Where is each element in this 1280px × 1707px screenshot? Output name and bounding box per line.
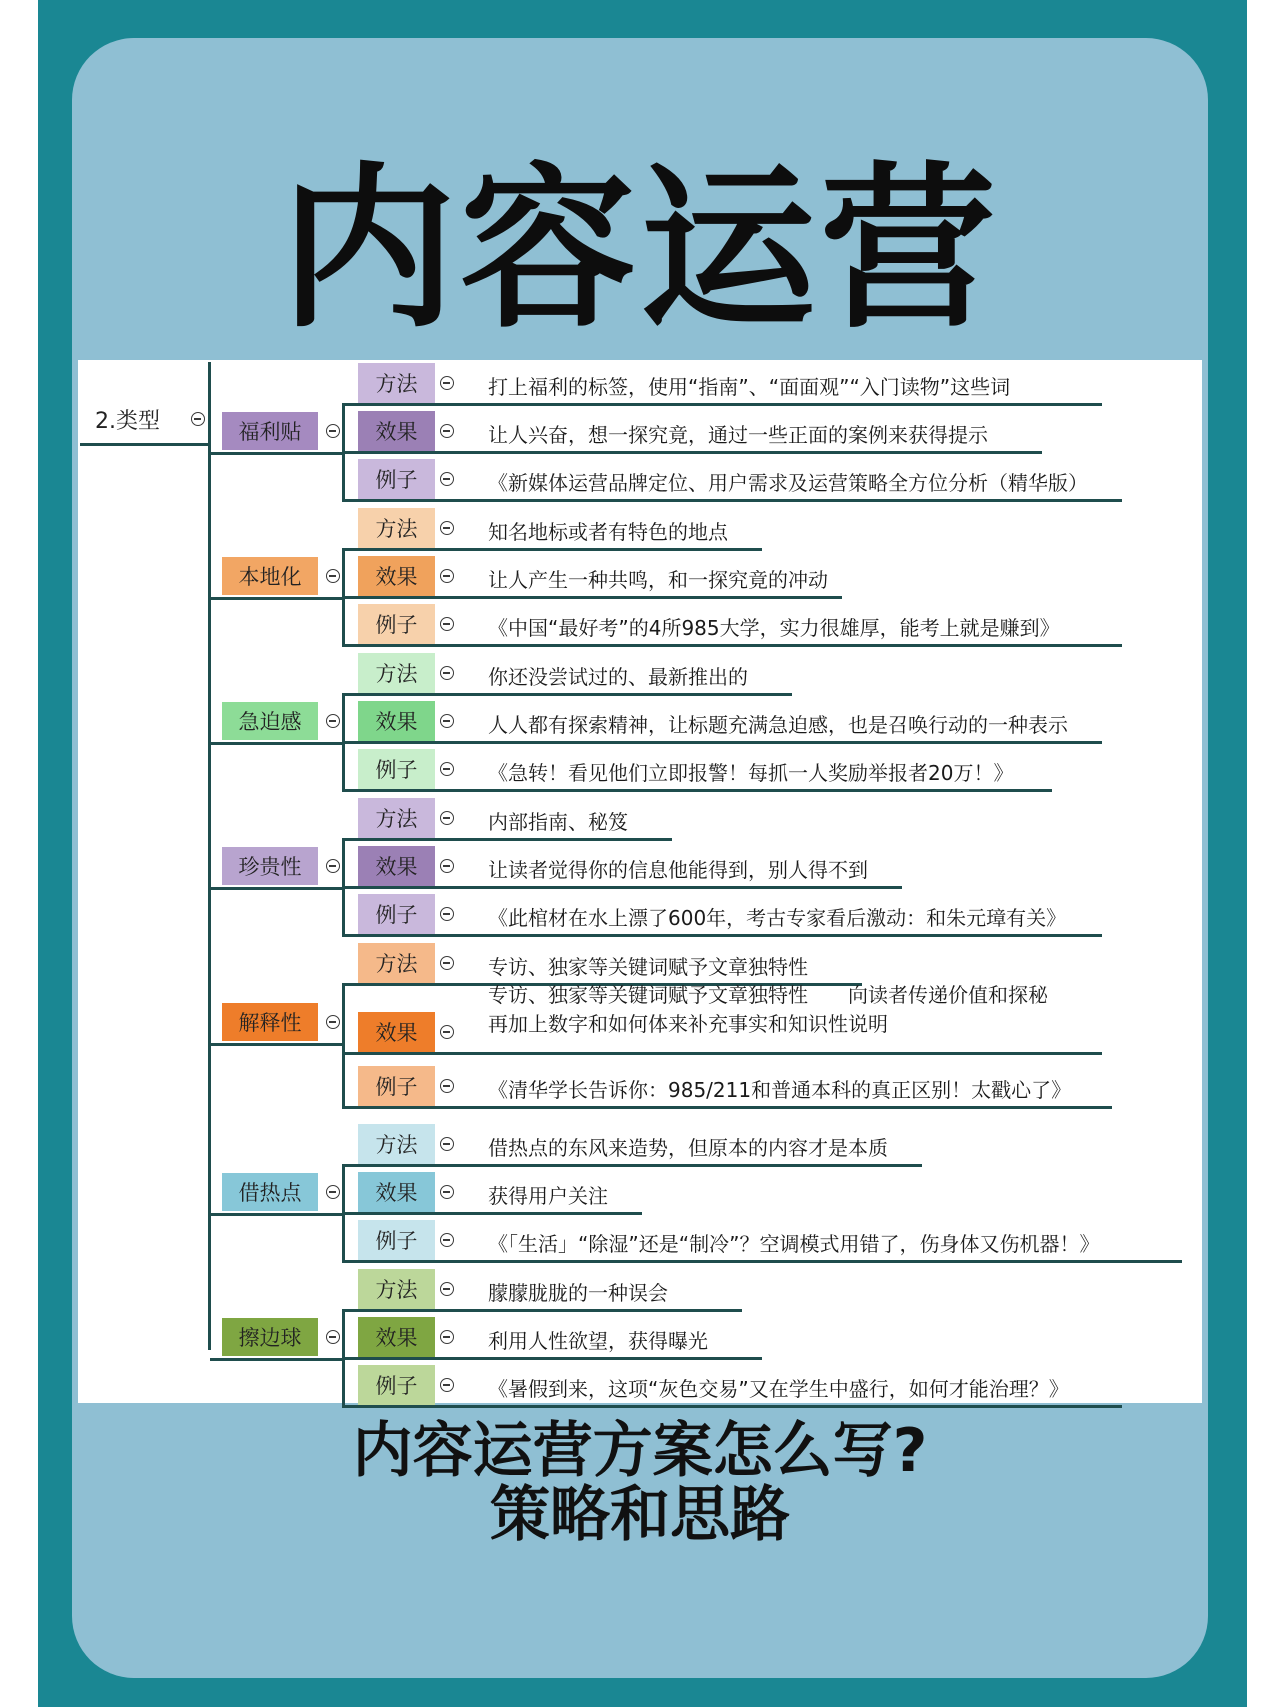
collapse-icon[interactable] [440,1137,454,1151]
leaf-underline [342,403,1102,406]
collapse-icon[interactable] [440,1282,454,1296]
leaf-label-effect[interactable]: 效果 [358,1317,435,1357]
leaf-label-example[interactable]: 例子 [358,749,435,789]
leaf-label-effect[interactable]: 效果 [358,1012,435,1052]
category-connector [210,742,342,745]
leaf-label-example[interactable]: 例子 [358,1066,435,1106]
leaf-label-example[interactable]: 例子 [358,894,435,934]
collapse-icon[interactable] [440,1378,454,1392]
leaf-label-effect[interactable]: 效果 [358,1172,435,1212]
category-node[interactable]: 借热点 [222,1173,318,1211]
category-node[interactable]: 解释性 [222,1003,318,1041]
collapse-icon[interactable] [440,859,454,873]
category-node[interactable]: 擦边球 [222,1318,318,1356]
leaf-label-example[interactable]: 例子 [358,604,435,644]
leaf-underline [342,1405,1122,1408]
leaf-underline [342,1260,1182,1263]
leaf-underline [342,789,1052,792]
category-node[interactable]: 本地化 [222,557,318,595]
leaf-label-method[interactable]: 方法 [358,653,435,693]
leaf-underline [342,596,842,599]
leaf-underline [342,1164,922,1167]
leaf-text: 朦朦胧胧的一种误会 [488,1281,668,1305]
leaf-text: 借热点的东风来造势，但原本的内容才是本质 [488,1136,888,1160]
leaf-underline [342,451,1042,454]
leaf-text: 你还没尝试过的、最新推出的 [488,665,748,689]
leaf-text: 获得用户关注 [488,1184,608,1208]
leaf-text: 人人都有探索精神，让标题充满急迫感，也是召唤行动的一种表示 [488,713,1068,737]
leaf-underline [342,1309,742,1312]
leaf-label-method[interactable]: 方法 [358,943,435,983]
leaf-underline [342,548,762,551]
category-node[interactable]: 珍贵性 [222,847,318,885]
category-connector [210,887,342,890]
collapse-icon[interactable] [326,424,340,438]
leaf-underline [342,741,1102,744]
collapse-icon[interactable] [326,1185,340,1199]
leaf-label-method[interactable]: 方法 [358,1269,435,1309]
leaf-label-example[interactable]: 例子 [358,1220,435,1260]
category-node[interactable]: 急迫感 [222,702,318,740]
collapse-icon[interactable] [440,424,454,438]
collapse-icon[interactable] [440,714,454,728]
leaf-text: 让读者觉得你的信息他能得到，别人得不到 [488,858,868,882]
category-connector [210,452,342,455]
collapse-icon[interactable] [440,907,454,921]
collapse-icon[interactable] [326,714,340,728]
collapse-icon[interactable] [440,1330,454,1344]
footer-line-1: 内容运营方案怎么写? [352,1416,928,1486]
leaf-text: 知名地标或者有特色的地点 [488,520,728,544]
leaf-text: 专访、独家等关键词赋予文章独特性 [488,955,808,979]
collapse-icon[interactable] [326,569,340,583]
leaf-text: 让人兴奋，想一探究竟，通过一些正面的案例来获得提示 [488,423,988,447]
leaf-text: 《清华学长告诉你：985/211和普通本科的真正区别！太戳心了》 [488,1078,1072,1102]
leaf-label-method[interactable]: 方法 [358,798,435,838]
category-connector [210,1043,342,1046]
category-connector [210,1213,342,1216]
page-title: 内容运营 [279,147,1000,352]
leaf-underline [342,1052,1102,1055]
leaf-label-method[interactable]: 方法 [358,363,435,403]
collapse-icon[interactable] [440,811,454,825]
leaf-underline [342,644,1122,647]
branch-connector [342,983,345,1109]
leaf-underline [342,934,1102,937]
collapse-icon[interactable] [440,521,454,535]
category-connector [210,1358,342,1361]
collapse-icon[interactable] [440,376,454,390]
collapse-icon[interactable] [326,1330,340,1344]
collapse-icon[interactable] [326,859,340,873]
leaf-underline [342,838,672,841]
category-node[interactable]: 福利贴 [222,412,318,450]
collapse-icon[interactable] [440,1079,454,1093]
leaf-underline [342,1357,762,1360]
collapse-icon[interactable] [440,472,454,486]
leaf-label-effect[interactable]: 效果 [358,701,435,741]
leaf-text-line-2: 再加上数字和如何体来补充事实和知识性说明 [488,1012,888,1036]
leaf-text: 《此棺材在水上漂了600年，考古专家看后激动：和朱元璋有关》 [488,906,1067,930]
leaf-text: 《急转！看见他们立即报警！每抓一人奖励举报者20万！》 [488,761,1014,785]
leaf-underline [342,886,902,889]
leaf-underline [342,693,792,696]
leaf-label-effect[interactable]: 效果 [358,556,435,596]
collapse-icon[interactable] [191,412,205,426]
leaf-underline [342,1212,642,1215]
leaf-label-example[interactable]: 例子 [358,1365,435,1405]
collapse-icon[interactable] [440,666,454,680]
root-underline [80,443,208,446]
leaf-text: 利用人性欲望，获得曝光 [488,1329,708,1353]
leaf-underline [342,1106,1112,1109]
collapse-icon[interactable] [440,1233,454,1247]
collapse-icon[interactable] [440,1185,454,1199]
collapse-icon[interactable] [440,1025,454,1039]
leaf-text: 《「生活」“除湿”还是“制冷”？空调模式用错了，伤身体又伤机器！》 [488,1232,1100,1256]
leaf-text: 《中国“最好考”的4所985大学，实力很雄厚，能考上就是赚到》 [488,616,1060,640]
leaf-label-effect[interactable]: 效果 [358,846,435,886]
category-connector [210,597,342,600]
leaf-text: 让人产生一种共鸣，和一探究竟的冲动 [488,568,828,592]
leaf-text: 内部指南、秘笈 [488,810,628,834]
leaf-text: 《新媒体运营品牌定位、用户需求及运营策略全方位分析（精华版） [488,471,1088,495]
leaf-text: 打上福利的标签，使用“指南”、“面面观”“入门读物”这些词 [488,375,1011,399]
leaf-underline [342,499,1122,502]
leaf-label-effect[interactable]: 效果 [358,411,435,451]
leaf-label-example[interactable]: 例子 [358,459,435,499]
root-node-label: 2.类型 [95,409,160,434]
leaf-text: 专访、独家等关键词赋予文章独特性 向读者传递价值和探秘 [488,983,1048,1007]
leaf-text: 《暑假到来，这项“灰色交易”又在学生中盛行，如何才能治理？》 [488,1377,1069,1401]
footer-line-2: 策略和思路 [490,1480,790,1550]
collapse-icon[interactable] [440,956,454,970]
leaf-label-method[interactable]: 方法 [358,1124,435,1164]
collapse-icon[interactable] [440,617,454,631]
leaf-label-method[interactable]: 方法 [358,508,435,548]
tree-trunk [208,362,211,1350]
collapse-icon[interactable] [440,569,454,583]
collapse-icon[interactable] [326,1015,340,1029]
collapse-icon[interactable] [440,762,454,776]
